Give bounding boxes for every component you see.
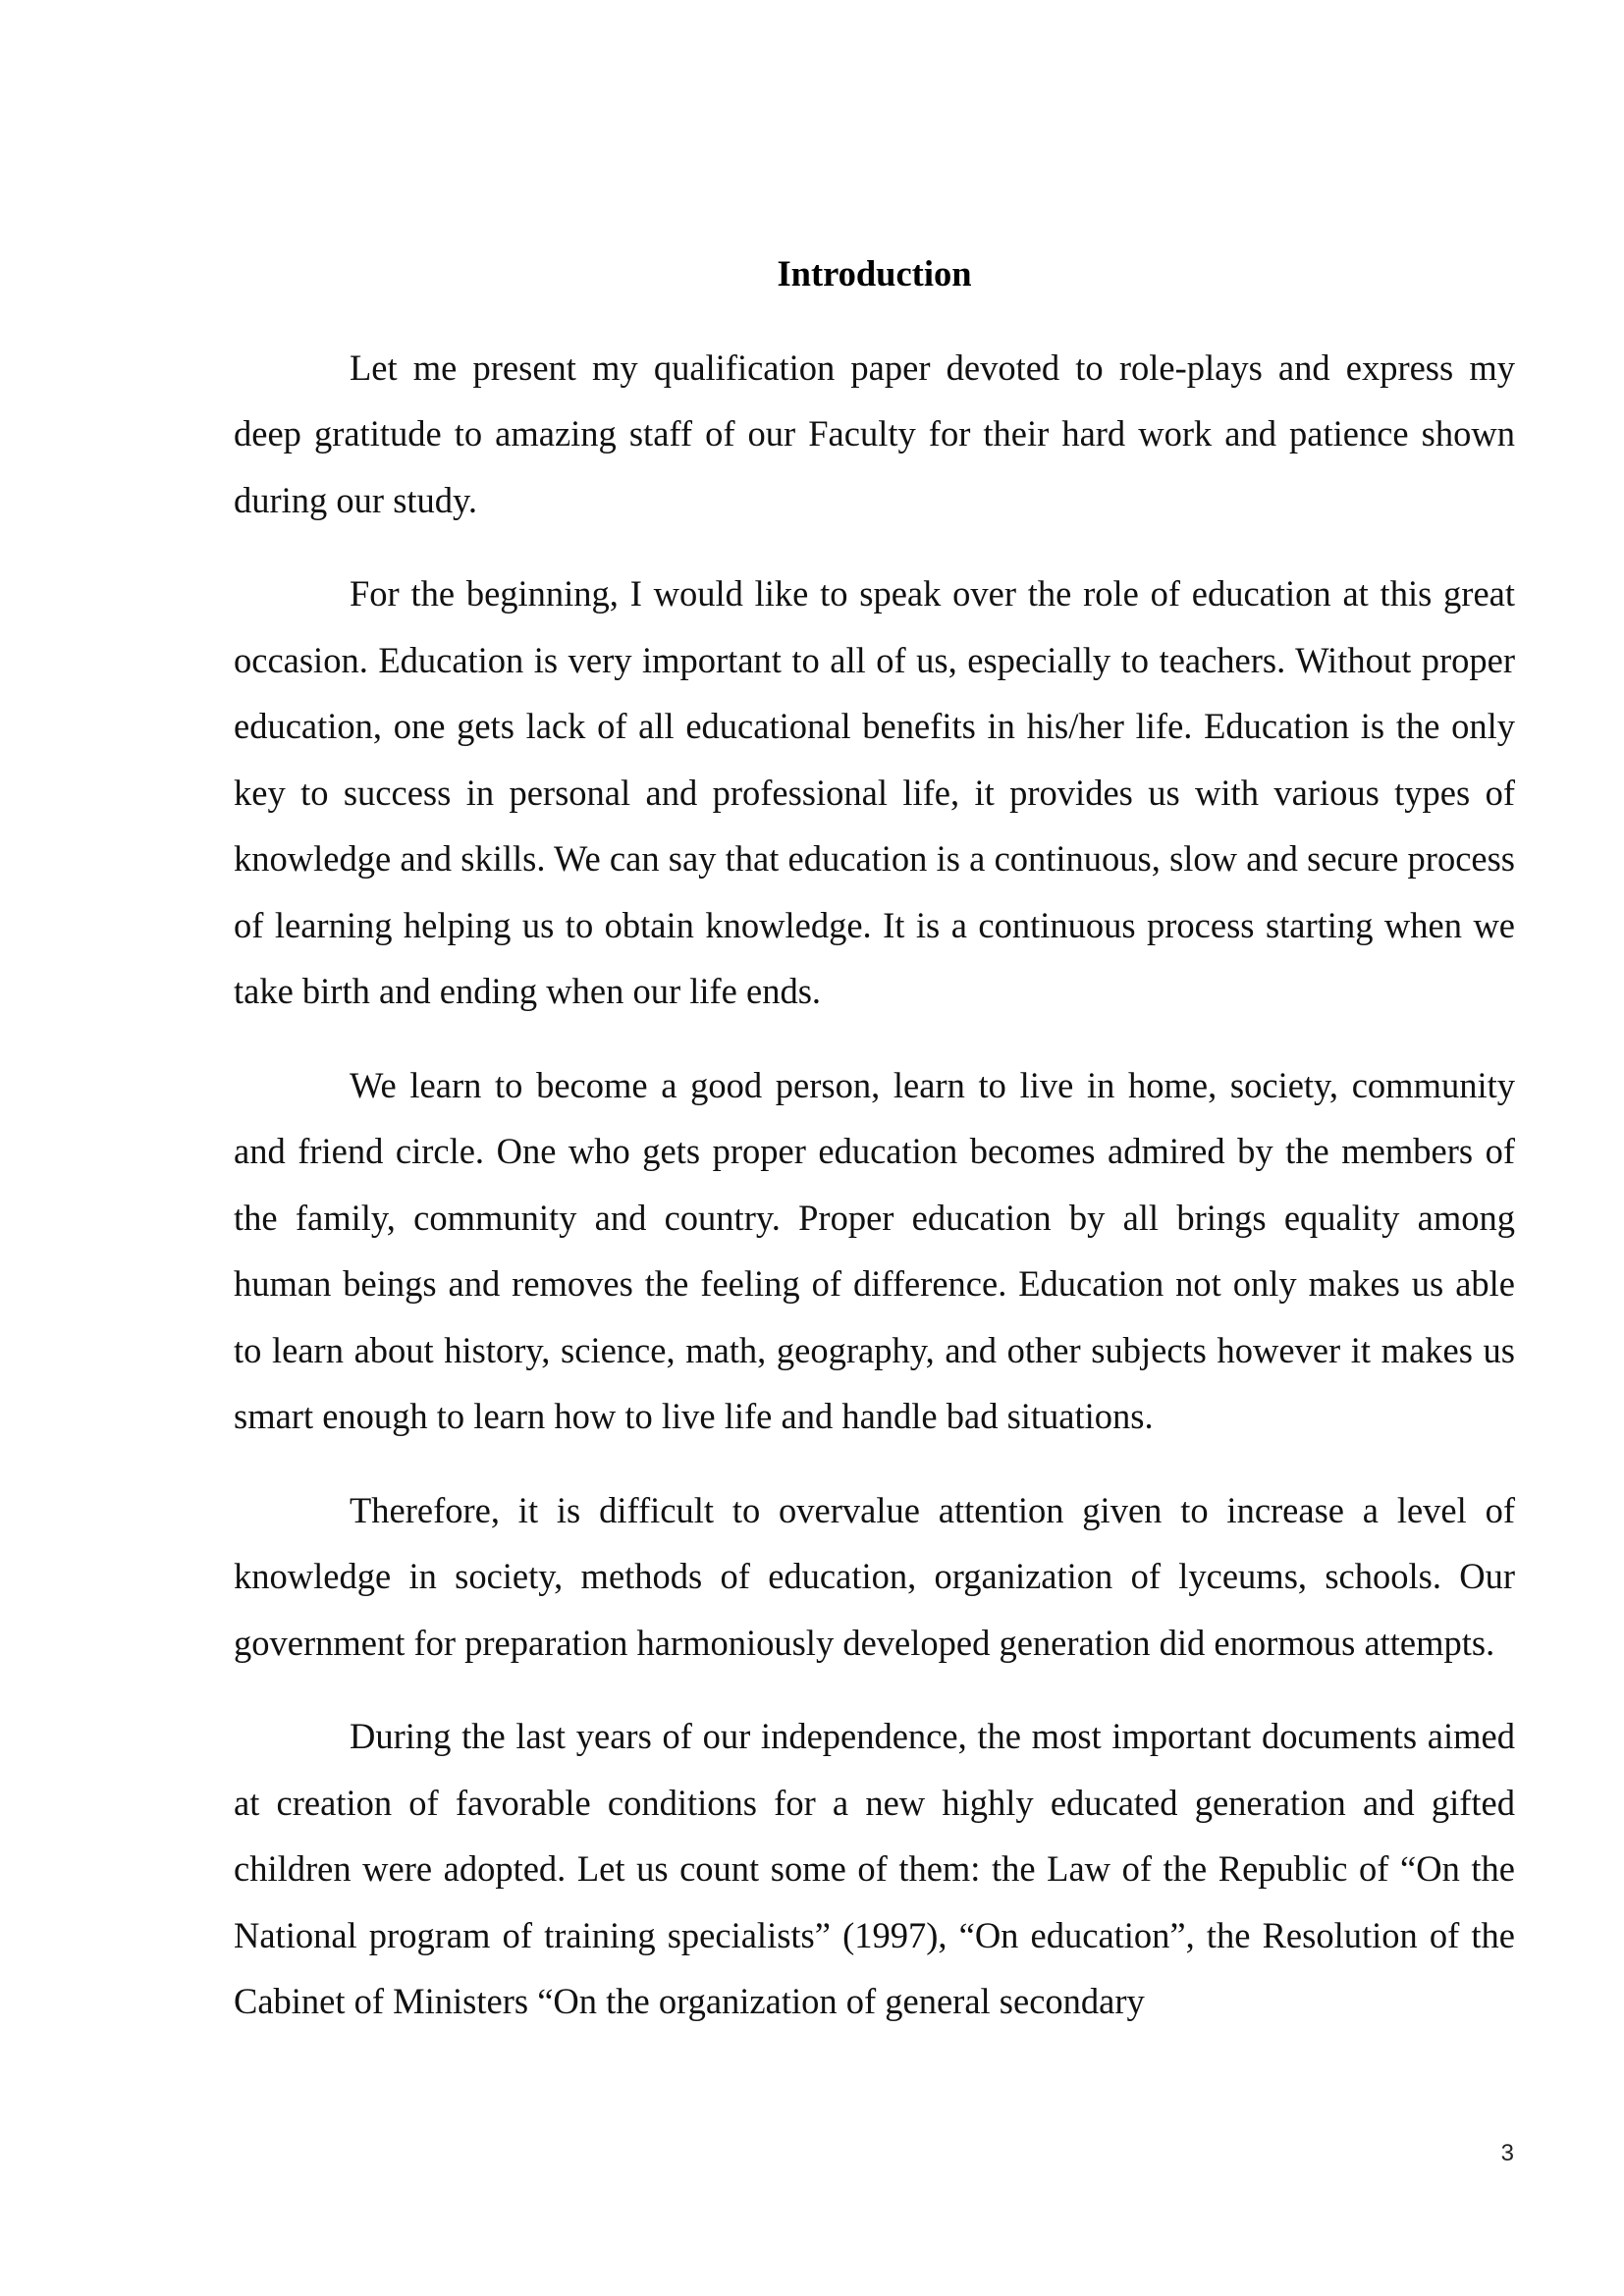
paragraph-2: For the beginning, I would like to speak over the role of education at this great occasion. Education is very important to all of us, especially to teachers. Without proper education, one gets lack of all educational benefits in his/her life. Education is the only key to success in personal and professional life, it provides us with various types of knowledge and skills. We can say that education is a continuous, slow and secure process of learning helping us to obtain knowledge. It is a continuous process starting when we take birth and ending when our life ends. bbox=[234, 573, 1515, 1011]
page-content bbox=[234, 240, 1515, 2062]
paragraph-3: We learn to become a good person, learn to live in home, society, community and friend circle. One who gets proper education becomes admired by the members of the family, community and country. Proper education by all brings equality among human beings and removes the feeling of difference. Education not only makes us able to learn about history, science, math, geography, and other subjects however it makes us smart enough to learn how to live life and handle bad situations. bbox=[234, 1064, 1515, 1436]
paragraph-5: During the last years of our independence, the most important documents aimed at creation of favorable conditions for a new highly educated generation and gifted children were adopted. Let us count some of them: the Law of the Republic of “On the National program of training specialists” (1997), “On education”, the Resolution of the Cabinet of Ministers “On the organization of general secondary bbox=[234, 1716, 1515, 2021]
page-number: 3 bbox=[1500, 2140, 1514, 2166]
paragraph-4: Therefore, it is difficult to overvalue attention given to increase a level of knowledge in society, methods of education, organization of lyceums, schools. Our government for preparation harmoniously developed generation did enormous attempts. bbox=[234, 1489, 1515, 1663]
section-title: Introduction bbox=[777, 253, 972, 294]
paragraph-1: Let me present my qualification paper devoted to role-plays and express my deep gratitude to amazing staff of our Faculty for their hard work and patience shown during our study. bbox=[234, 347, 1515, 520]
